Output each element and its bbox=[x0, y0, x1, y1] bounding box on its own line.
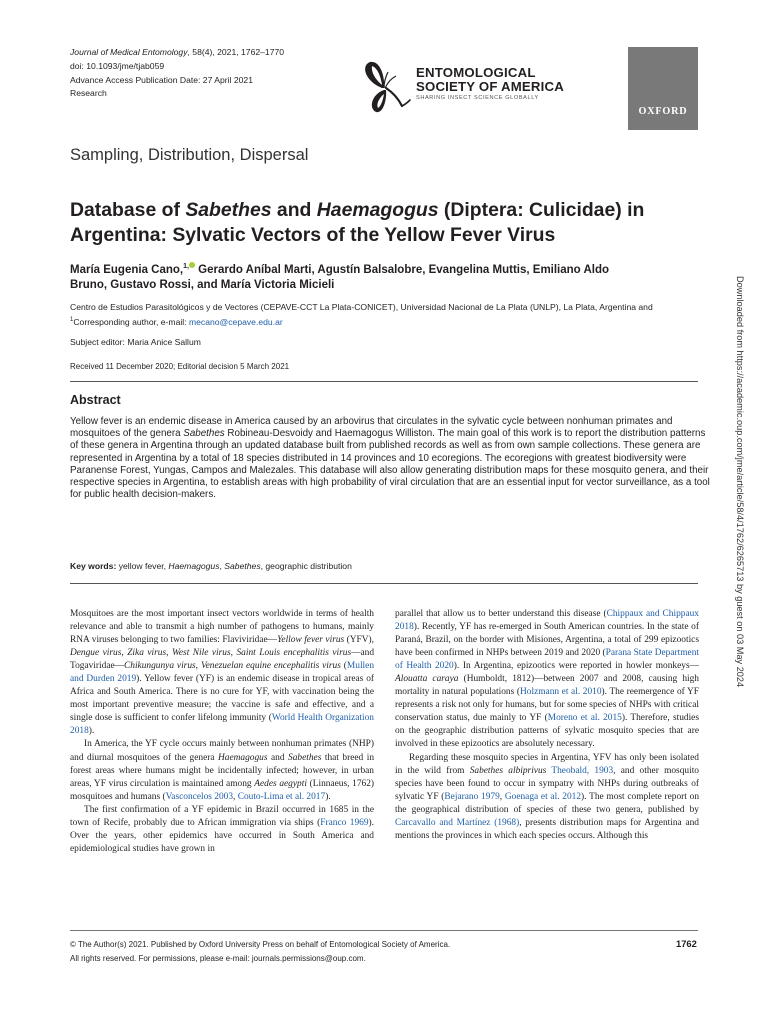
italic-term: Venezuelan equine encephalitis virus bbox=[200, 661, 341, 672]
section-heading: Sampling, Distribution, Dispersal bbox=[70, 146, 309, 164]
copyright-footer bbox=[70, 938, 450, 965]
italic-term: Aedes aegypti bbox=[254, 778, 307, 789]
citation-link[interactable]: Theobald, 1903 bbox=[551, 765, 614, 776]
abstract-body bbox=[70, 416, 710, 501]
abstract-genus: Sabethes bbox=[183, 428, 225, 440]
copyright-line: © The Author(s) 2021. Published by Oxford University Press on behalf of Entomological Society of America. bbox=[70, 940, 451, 949]
italic-term: Alouatta caraya bbox=[395, 674, 459, 685]
keywords-label: Key words: bbox=[70, 561, 117, 571]
body-text: (Humboldt, 1812)—between 2007 and 2008, causing high mortality in natural populations ( bbox=[395, 674, 699, 698]
body-text: that breed in forest areas where humans might be incidentally infected; however, in urban areas, YF virus circulation is maintained among bbox=[70, 752, 375, 789]
body-column-left bbox=[70, 608, 374, 856]
affiliation-sup: 1 bbox=[70, 317, 74, 323]
body-text: and bbox=[267, 752, 289, 763]
italic-term: Yellow fever virus bbox=[277, 635, 345, 646]
italic-term: Haemagogus bbox=[218, 752, 268, 763]
body-text: ). Yellow fever (YF) is an endemic disease in tropical areas of Africa and South America. There is no cure for YF, with vaccination being the most important preventive measure; the vaccine is safe and effective, and a single dose is sufficient to confer lifelong immunity ( bbox=[70, 674, 374, 724]
body-paragraph bbox=[70, 608, 374, 738]
title-text: and bbox=[271, 199, 317, 221]
abstract-heading: Abstract bbox=[70, 393, 121, 407]
body-text: Mosquitoes are the most important insect vectors worldwide in terms of health relevance and able to transmit a high number of pathogens to humans, mainly RNA viruses belonging to two families: Flaviviridae— bbox=[70, 609, 374, 646]
journal-name: Journal of Medical Entomology bbox=[70, 47, 188, 57]
body-column-right bbox=[395, 608, 699, 843]
permissions-line: All rights reserved. For permissions, please e-mail: journals.permissions@oup.com. bbox=[70, 953, 366, 963]
affiliation bbox=[70, 301, 710, 329]
body-text: , bbox=[121, 648, 128, 659]
abstract-text: Yellow fever is an endemic disease in America caused by an arbovirus that circulates in the sylvatic cycle between nonhuman primates and mosquitoes of the genera bbox=[70, 416, 673, 440]
email-link[interactable]: mecano@cepave.edu.ar bbox=[188, 316, 283, 327]
body-text: —and Togaviridae— bbox=[70, 648, 375, 672]
body-paragraph bbox=[395, 752, 699, 843]
doi[interactable]: doi: 10.1093/jme/tjab059 bbox=[70, 60, 165, 71]
body-text: , bbox=[166, 648, 172, 659]
citation-link[interactable]: Goenaga et al. 2012 bbox=[504, 791, 582, 802]
body-text: (Linnaeus, 1762) mosquitoes and humans ( bbox=[70, 778, 375, 802]
title-text: Database of bbox=[70, 199, 186, 221]
body-text: ). Over the years, other epidemics have occurred in South America and epidemiological studies have grown in bbox=[70, 817, 374, 854]
author-first: María Eugenia Cano, bbox=[70, 263, 184, 276]
citation-link[interactable]: Carcavallo and Martínez (1968) bbox=[395, 817, 520, 828]
body-paragraph bbox=[395, 608, 699, 752]
body-text: ). Recently, YF has re-emerged in South American countries. In the state of Paraná, Brazil, on the border with Misiones, Argentina, a total of 299 epizootics have been confirmed in NHPs between 2019 and 2020 ( bbox=[395, 622, 699, 659]
body-text: ). The most complete report on the geographical distribution of species of these two genera, published by bbox=[395, 791, 700, 815]
citation-link[interactable]: Vasconcelos 2003 bbox=[165, 791, 234, 802]
keyword-genus: Haemagogus bbox=[168, 561, 220, 571]
download-watermark: Downloaded from https://academic.oup.com/jme/article/58/4/1762/6265713 by guest on 03 May 2024 bbox=[735, 276, 745, 688]
subject-editor: Subject editor: Maria Anice Sallum bbox=[70, 337, 201, 347]
society-logo bbox=[358, 58, 588, 118]
citation-link[interactable]: Moreno et al. 2015 bbox=[547, 713, 622, 724]
citation-link[interactable]: Holzmann et al. 2010 bbox=[520, 687, 602, 698]
divider bbox=[70, 583, 698, 584]
title-text: (Diptera: Culicidae) in Argentina: Sylvatic Vectors of the Yellow Fever Virus bbox=[70, 199, 645, 246]
citation-link[interactable]: Couto-Lima et al. 2017 bbox=[237, 791, 326, 802]
journal-info bbox=[70, 46, 284, 101]
italic-term: Sabethes bbox=[288, 752, 322, 763]
body-text: ). The reemergence of YF represents a risk not only for humans, but for some species of NHPs with critical conservation status, due mainly to YF ( bbox=[395, 687, 699, 724]
advance-access-date: Advance Access Publication Date: 27 April 2021 bbox=[70, 74, 253, 85]
body-text: , presents distribution maps for Argentina and mentions the provinces in which each species occurs. Although this bbox=[395, 817, 699, 841]
body-text: ). Therefore, studies on the geographic distribution patterns of sylvatic mosquito species that are involved in these epizootics are absolutely necessary. bbox=[395, 713, 699, 750]
society-name-line2: SOCIETY OF AMERICA bbox=[416, 79, 564, 94]
citation-link[interactable]: Mullen and Durden 2019 bbox=[70, 661, 375, 685]
affiliation-text: Centro de Estudios Parasitológicos y de Vectores (CEPAVE-CCT La Plata-CONICET), Universidad Nacional de La Plata (UNLP), La Plata, Argentina and bbox=[70, 302, 653, 312]
body-text: Regarding these mosquito species in Argentina, YFV has only been isolated in the wild from bbox=[395, 752, 699, 776]
body-text: The first confirmation of a YF epidemic in Brazil occurred in 1685 in the town of Recife, probably due to African immigration via ships ( bbox=[70, 804, 374, 828]
keyword-text: , geographic distribution bbox=[260, 561, 352, 571]
publisher-logo bbox=[628, 47, 698, 130]
citation-link[interactable]: Parana State Department of Health 2020 bbox=[395, 648, 699, 672]
body-text: , and other mosquito species have been found to occur in sympatry with NHPs during outbreaks of sylvatic YF ( bbox=[395, 765, 699, 802]
divider bbox=[70, 381, 698, 382]
body-paragraph bbox=[70, 804, 374, 856]
title-genus-haemagogus: Haemagogus bbox=[316, 199, 439, 221]
journal-citation bbox=[70, 46, 284, 60]
title-genus-sabethes: Sabethes bbox=[185, 199, 272, 221]
body-paragraph bbox=[70, 738, 374, 803]
body-text: , bbox=[499, 791, 505, 802]
body-text: ). bbox=[325, 791, 331, 802]
citation-link[interactable]: Bejarano 1979 bbox=[444, 791, 500, 802]
italic-term: West Nile virus bbox=[171, 648, 231, 659]
body-text: (YFV), bbox=[344, 635, 375, 646]
abstract-text: Robineau-Desvoidy and Haemagogus Williston. The main goal of this work is to report the distribution patterns of these genera in Argentina through an updated database built from published records as well as from own sample collections. These genera are represented in Argentina by a total of 18 species distributed in 14 provinces and 10 ecoregions. The ecoregions with greatest biodiversity were Paranense Forest, Yungas, Campos and Malezales. This database will also allow generating distribution maps for these mosquito genera, and their respective species in Argentina, to establish areas with high probability of viral circulation that are an essential input for vector surveillance, as a tool for public health decision-makers. bbox=[70, 428, 710, 501]
keyword-text: , bbox=[219, 561, 225, 571]
author-list bbox=[70, 259, 630, 294]
article-type: Research bbox=[70, 88, 107, 99]
author-rest: Gerardo Aníbal Marti, Agustín Balsalobre, Evangelina Muttis, Emiliano Aldo Bruno, Gustavo Rossi, and María Victoria Micieli bbox=[70, 263, 610, 292]
italic-term: Dengue virus bbox=[70, 648, 122, 659]
citation-link[interactable]: World Health Organization 2018 bbox=[70, 713, 374, 737]
body-text: ( bbox=[340, 661, 347, 672]
page-number: 1762 bbox=[676, 938, 697, 949]
body-text: parallel that allow us to better understand this disease ( bbox=[395, 609, 607, 619]
italic-term: Sabethes albiprivus bbox=[469, 765, 547, 776]
author-affil-sup: 1, bbox=[183, 263, 189, 270]
body-text: , bbox=[233, 791, 238, 802]
keyword-genus: Sabethes bbox=[224, 561, 261, 571]
article-title bbox=[70, 198, 670, 248]
italic-term: Zika virus bbox=[127, 648, 167, 659]
society-name-line1: ENTOMOLOGICAL bbox=[416, 65, 536, 80]
butterfly-icon bbox=[358, 58, 414, 118]
italic-term: Chikungunya virus bbox=[124, 661, 196, 672]
journal-ref: , 58(4), 2021, 1762–1770 bbox=[187, 47, 285, 57]
received-dates: Received 11 December 2020; Editorial decision 5 March 2021 bbox=[70, 362, 290, 371]
italic-term: Saint Louis encephalitis virus bbox=[236, 648, 352, 659]
society-tagline: SHARING INSECT SCIENCE GLOBALLY bbox=[416, 95, 539, 101]
citation-link[interactable]: Franco 1969 bbox=[320, 817, 369, 828]
body-text: , bbox=[230, 648, 237, 659]
body-text: , bbox=[195, 661, 201, 672]
body-text: In America, the YF cycle occurs mainly between nonhuman primates (NHP) and diurnal mosquitoes of the genera bbox=[70, 739, 374, 763]
footer-divider bbox=[70, 930, 698, 931]
citation-link[interactable]: Chippaux and Chippaux 2018 bbox=[395, 609, 699, 633]
corresponding-label: Corresponding author, e-mail: bbox=[73, 316, 189, 327]
body-text: ). bbox=[88, 726, 95, 737]
keywords bbox=[70, 561, 352, 571]
keyword-text: yellow fever, bbox=[116, 561, 169, 571]
body-text: ). In Argentina, epizootics were reported in howler monkeys— bbox=[453, 661, 699, 672]
publisher-name: OXFORD bbox=[638, 106, 688, 117]
